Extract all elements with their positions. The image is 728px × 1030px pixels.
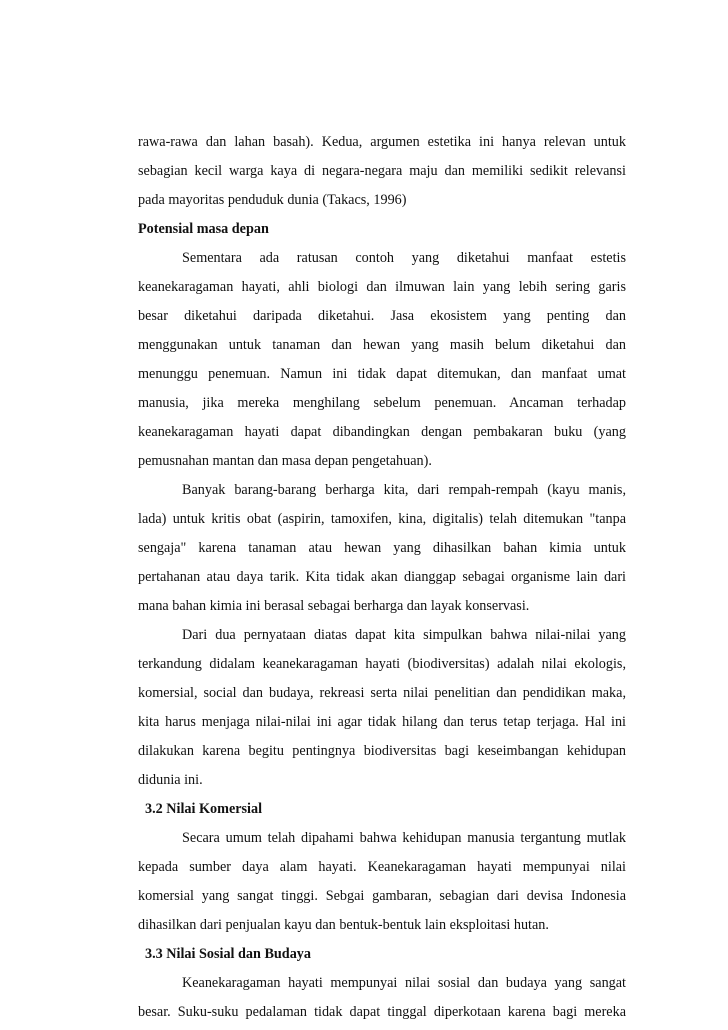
paragraph-line: komersial, social dan budaya, rekreasi serta nilai penelitian dan pendidikan maka, bbox=[138, 685, 626, 701]
paragraph-line: lada) untuk kritis obat (aspirin, tamoxifen, kina, digitalis) telah ditemukan "tanpa bbox=[138, 511, 626, 527]
paragraph-line: rawa-rawa dan lahan basah). Kedua, argumen estetika ini hanya relevan untuk bbox=[138, 134, 626, 150]
paragraph-line: kita harus menjaga nilai-nilai ini agar tidak hilang dan terus tetap terjaga. Hal ini bbox=[138, 714, 626, 730]
paragraph-line: dihasilkan dari penjualan kayu dan bentuk-bentuk lain eksploitasi hutan. bbox=[138, 917, 549, 933]
section-heading-potensial: Potensial masa depan bbox=[138, 221, 269, 237]
section-heading-nilai-komersial: 3.2 Nilai Komersial bbox=[145, 801, 263, 817]
paragraph-line: Keanekaragaman hayati mempunyai nilai sosial dan budaya yang sangat bbox=[182, 975, 626, 991]
paragraph-line: Dari dua pernyataan diatas dapat kita simpulkan bahwa nilai-nilai yang bbox=[182, 627, 626, 643]
paragraph-line: sengaja" karena tanaman atau hewan yang dihasilkan bahan kimia untuk bbox=[138, 540, 626, 556]
paragraph-line: pertahanan atau daya tarik. Kita tidak akan dianggap sebagai organisme lain dari bbox=[138, 569, 626, 585]
paragraph-line: komersial yang sangat tinggi. Sebgai gambaran, sebagian dari devisa Indonesia bbox=[138, 888, 626, 904]
section-heading-nilai-sosial: 3.3 Nilai Sosial dan Budaya bbox=[145, 946, 311, 962]
paragraph-line: menunggu penemuan. Namun ini tidak dapat ditemukan, dan manfaat umat bbox=[138, 366, 626, 382]
paragraph-line: terkandung didalam keanekaragaman hayati (biodiversitas) adalah nilai ekologis, bbox=[138, 656, 626, 672]
paragraph-line: keanekaragaman hayati dapat dibandingkan dengan pembakaran buku (yang bbox=[138, 424, 626, 440]
paragraph-line: pemusnahan mantan dan masa depan pengetahuan). bbox=[138, 453, 432, 469]
paragraph-line: pada mayoritas penduduk dunia (Takacs, 1996) bbox=[138, 192, 407, 208]
paragraph-line: Banyak barang-barang berharga kita, dari rempah-rempah (kayu manis, bbox=[182, 482, 626, 498]
paragraph-line: dilakukan karena begitu pentingnya biodiversitas bagi keseimbangan kehidupan bbox=[138, 743, 626, 759]
paragraph-line: mana bahan kimia ini berasal sebagai berharga dan layak konservasi. bbox=[138, 598, 530, 614]
paragraph-line: sebagian kecil warga kaya di negara-negara maju dan memiliki sedikit relevansi bbox=[138, 163, 626, 179]
page-body bbox=[138, 128, 626, 1027]
paragraph-line: menggunakan untuk tanaman dan hewan yang masih belum diketahui dan bbox=[138, 337, 626, 353]
paragraph-line: besar diketahui daripada diketahui. Jasa ekosistem yang penting dan bbox=[138, 308, 626, 324]
paragraph-line: kepada sumber daya alam hayati. Keanekaragaman hayati mempunyai nilai bbox=[138, 859, 626, 875]
paragraph-line: besar. Suku-suku pedalaman tidak dapat tinggal diperkotaan karena bagi mereka bbox=[138, 1004, 626, 1020]
paragraph-line: Sementara ada ratusan contoh yang diketahui manfaat estetis bbox=[182, 250, 626, 266]
paragraph-line: keanekaragaman hayati, ahli biologi dan ilmuwan lain yang lebih sering garis bbox=[138, 279, 626, 295]
paragraph-line: Secara umum telah dipahami bahwa kehidupan manusia tergantung mutlak bbox=[182, 830, 626, 846]
paragraph-line: didunia ini. bbox=[138, 772, 203, 788]
paragraph-line: manusia, jika mereka menghilang sebelum penemuan. Ancaman terhadap bbox=[138, 395, 626, 411]
